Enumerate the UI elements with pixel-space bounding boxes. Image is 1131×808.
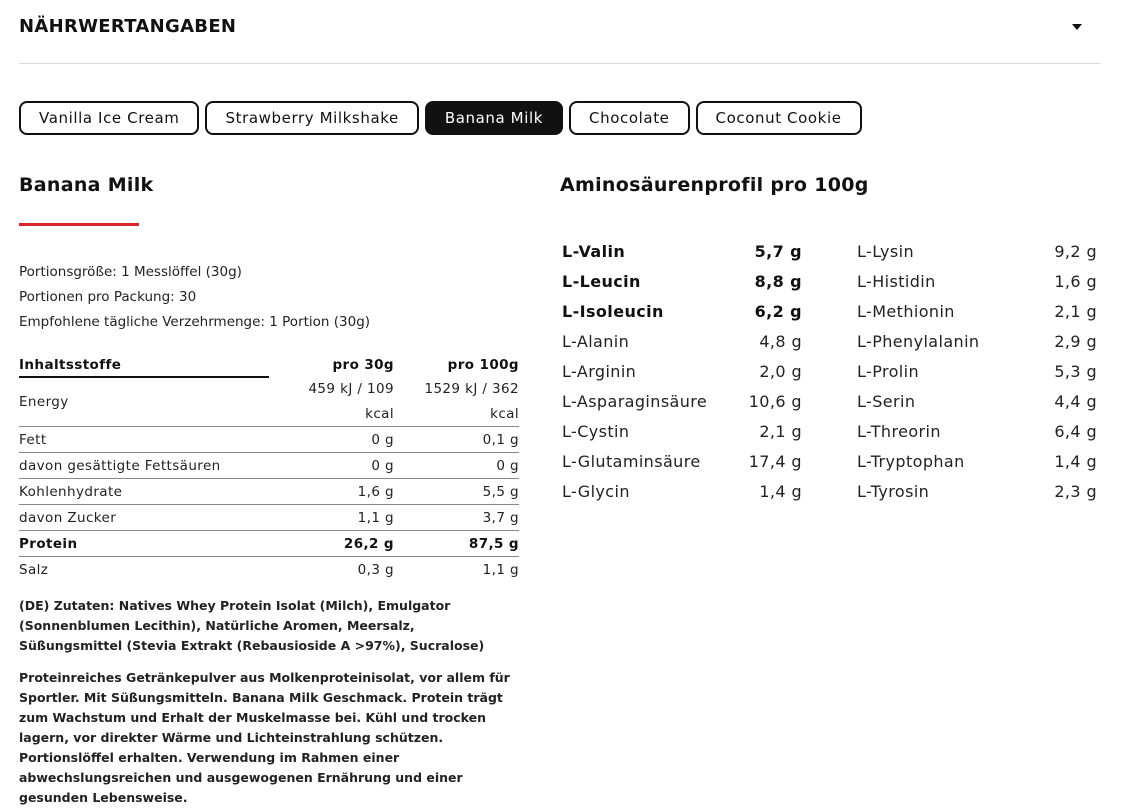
accent-divider xyxy=(19,223,139,226)
amino-value: 4,8 g xyxy=(759,331,802,351)
energy-p30-kj: 459 kJ / 109 xyxy=(308,380,394,397)
product-description: Proteinreiches Getränkepulver aus Molkenproteinisolat, vor allem für Sportler. Mit Süßungsmitteln. Banana Milk Geschmack. Protein trägt zum Wachstum und Erhalt der Muskelmasse bei. Kühl und trocken lagern, vor direkter Wärme und Lichteinstrahlung schützen. Portionslöffel erhalten. Verwendung im Rahmen einer abwechslungsreichen und ausgewogenen Ernährung und einer gesunden Lebensweise. xyxy=(19,670,510,805)
amino-value: 1,4 g xyxy=(759,481,802,501)
amino-value: 4,4 g xyxy=(1054,391,1097,411)
amino-value: 9,2 g xyxy=(1054,241,1097,261)
table-row-sugar xyxy=(19,505,519,531)
table-row-fett xyxy=(19,427,519,453)
list-item xyxy=(857,266,1097,296)
row-p100: 0,1 g xyxy=(482,431,519,448)
amino-name: L-Cystin xyxy=(562,421,630,441)
amino-name: L-Alanin xyxy=(562,331,630,351)
tab-vanilla-ice-cream[interactable]: Vanilla Ice Cream xyxy=(19,101,199,135)
header-ingredients: Inhaltsstoffe xyxy=(19,357,122,373)
amino-name: L-Histidin xyxy=(857,271,936,291)
row-name: Kohlenhydrate xyxy=(19,483,123,500)
amino-list-right xyxy=(857,236,1097,506)
tab-strawberry-milkshake[interactable]: Strawberry Milkshake xyxy=(205,101,418,135)
list-item xyxy=(562,446,802,476)
table-row-carbohydrates xyxy=(19,479,519,505)
list-item xyxy=(857,416,1097,446)
row-name: Energy xyxy=(19,393,69,410)
amino-value: 10,6 g xyxy=(748,391,802,411)
portion-count: Portionen pro Packung: 30 xyxy=(19,289,197,305)
amino-name: L-Tyrosin xyxy=(857,481,930,501)
list-item xyxy=(562,266,802,296)
list-item xyxy=(857,386,1097,416)
list-item xyxy=(562,356,802,386)
amino-name: L-Asparaginsäure xyxy=(562,391,708,411)
tab-chocolate[interactable]: Chocolate xyxy=(569,101,689,135)
portion-size: Portionsgröße: 1 Messlöffel (30g) xyxy=(19,264,242,280)
row-p100: 5,5 g xyxy=(482,483,519,500)
flavor-title: Banana Milk xyxy=(19,174,154,196)
tab-banana-milk[interactable]: Banana Milk xyxy=(425,101,563,135)
flavor-tabs xyxy=(19,101,862,135)
amino-value: 5,3 g xyxy=(1054,361,1097,381)
tab-coconut-cookie[interactable]: Coconut Cookie xyxy=(696,101,862,135)
row-p100: 3,7 g xyxy=(482,509,519,526)
amino-value: 2,0 g xyxy=(759,361,802,381)
row-name: davon Zucker xyxy=(19,509,117,526)
header-per-30g: pro 30g xyxy=(332,357,394,373)
list-item xyxy=(857,446,1097,476)
list-item xyxy=(562,476,802,506)
amino-name: L-Serin xyxy=(857,391,916,411)
energy-p100-kj: 1529 kJ / 362 xyxy=(424,380,519,397)
row-name: Fett xyxy=(19,431,47,448)
table-row-saturated-fat xyxy=(19,453,519,479)
amino-value: 8,8 g xyxy=(754,271,802,291)
energy-p100-kcal: kcal xyxy=(490,405,519,422)
amino-value: 6,4 g xyxy=(1054,421,1097,441)
amino-name: L-Methionin xyxy=(857,301,955,321)
row-p100 xyxy=(394,377,519,427)
ingredients-text: (DE) Zutaten: Natives Whey Protein Isolat (Milch), Emulgator (Sonnenblumen Lecithin), Natürliche Aromen, Meersalz, Süßungsmittel (Stevia Extrakt (Rebausioside A >97%), Sucralose) xyxy=(19,598,485,653)
amino-value: 17,4 g xyxy=(748,451,802,471)
list-item xyxy=(857,356,1097,386)
list-item xyxy=(562,236,802,266)
amino-name: L-Leucin xyxy=(562,271,641,291)
amino-name: L-Prolin xyxy=(857,361,920,381)
row-p30: 0 g xyxy=(371,431,394,448)
row-p100: 0 g xyxy=(496,457,519,474)
table-row-energy xyxy=(19,377,519,427)
list-item xyxy=(857,236,1097,266)
row-p30: 1,6 g xyxy=(357,483,394,500)
amino-value: 2,1 g xyxy=(759,421,802,441)
list-item xyxy=(562,296,802,326)
list-item xyxy=(562,326,802,356)
nutrition-accordion-header[interactable] xyxy=(19,10,1100,64)
row-p30: 26,2 g xyxy=(343,535,394,552)
amino-name: L-Glycin xyxy=(562,481,630,501)
nutrition-table xyxy=(19,353,519,582)
portion-recommended: Empfohlene tägliche Verzehrmenge: 1 Portion (30g) xyxy=(19,314,371,330)
amino-name: L-Isoleucin xyxy=(562,301,664,321)
list-item xyxy=(562,386,802,416)
list-item xyxy=(857,476,1097,506)
amino-name: L-Phenylalanin xyxy=(857,331,980,351)
amino-value: 5,7 g xyxy=(754,241,802,261)
row-p30: 1,1 g xyxy=(357,509,394,526)
amino-name: L-Glutaminsäure xyxy=(562,451,701,471)
header-per-100g: pro 100g xyxy=(447,357,519,373)
amino-list-left xyxy=(562,236,802,506)
nutrition-table-header xyxy=(19,353,519,377)
row-p100: 87,5 g xyxy=(468,535,519,552)
amino-value: 1,4 g xyxy=(1054,451,1097,471)
section-title: NÄHRWERTANGABEN xyxy=(19,16,237,37)
row-p30: 0,3 g xyxy=(357,561,394,578)
list-item xyxy=(857,296,1097,326)
amino-value: 2,9 g xyxy=(1054,331,1097,351)
amino-value: 1,6 g xyxy=(1054,271,1097,291)
energy-p30-kcal: kcal xyxy=(365,405,394,422)
chevron-down-icon[interactable] xyxy=(1072,24,1082,30)
amino-value: 6,2 g xyxy=(754,301,802,321)
amino-name: L-Arginin xyxy=(562,361,637,381)
list-item xyxy=(857,326,1097,356)
amino-title: Aminosäurenprofil pro 100g xyxy=(560,174,869,196)
table-row-protein xyxy=(19,531,519,557)
portion-info xyxy=(19,260,370,335)
amino-value: 2,3 g xyxy=(1054,481,1097,501)
row-name: Salz xyxy=(19,561,49,578)
amino-name: L-Valin xyxy=(562,241,626,261)
amino-name: L-Lysin xyxy=(857,241,915,261)
row-name: davon gesättigte Fettsäuren xyxy=(19,457,221,474)
row-p100: 1,1 g xyxy=(482,561,519,578)
row-p30 xyxy=(269,377,394,427)
amino-value: 2,1 g xyxy=(1054,301,1097,321)
row-p30: 0 g xyxy=(371,457,394,474)
amino-name: L-Tryptophan xyxy=(857,451,965,471)
amino-name: L-Threorin xyxy=(857,421,941,441)
row-name: Protein xyxy=(19,535,78,552)
list-item xyxy=(562,416,802,446)
table-row-salt xyxy=(19,557,519,582)
